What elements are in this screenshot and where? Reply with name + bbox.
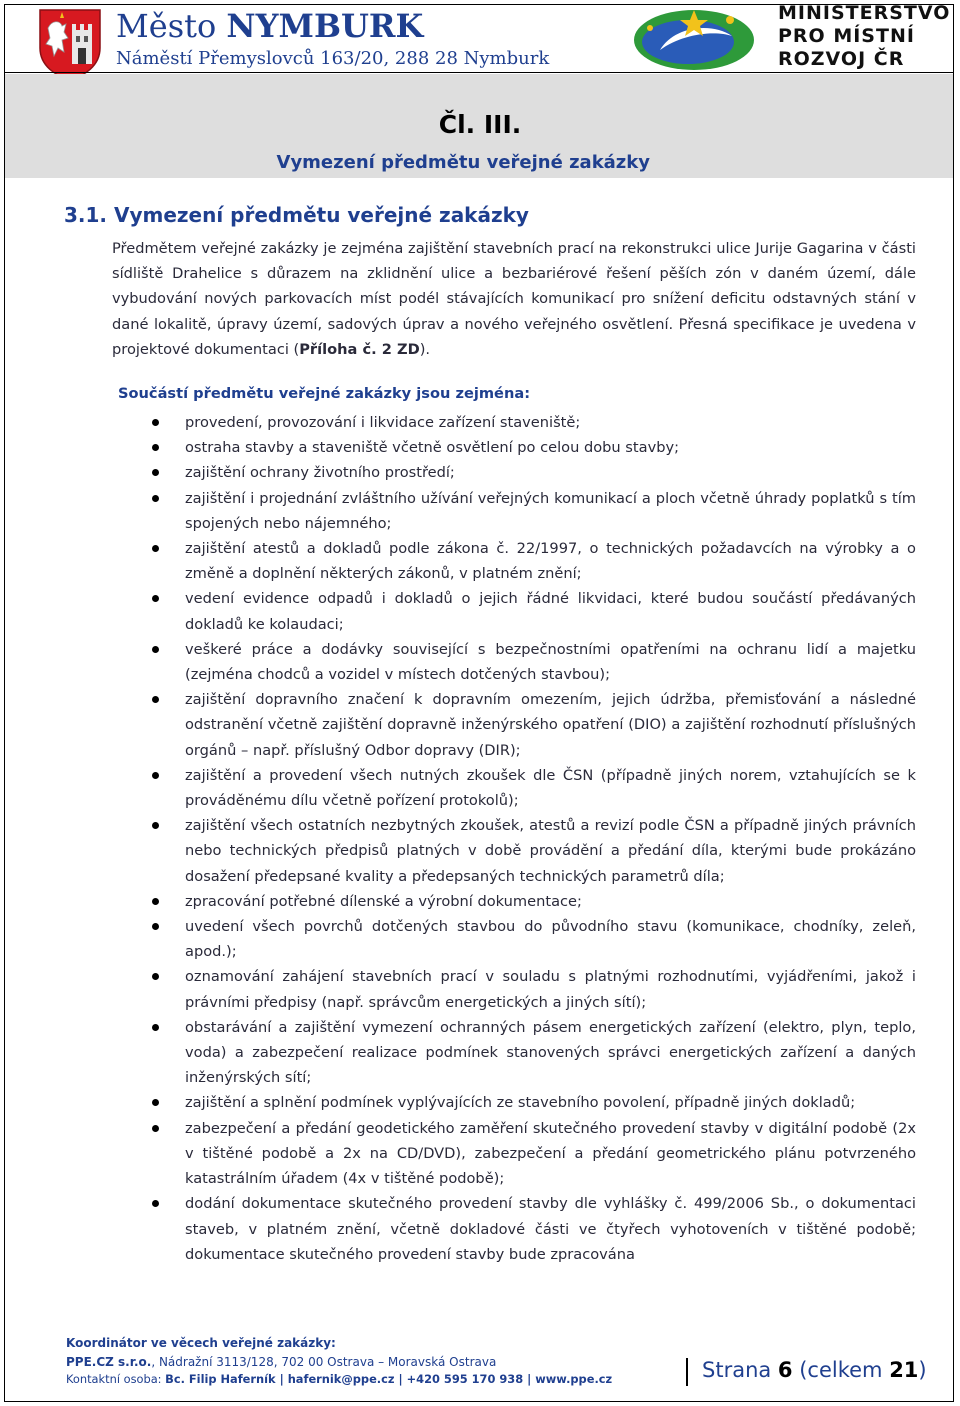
list-item: vedení evidence odpadů i dokladů o jejich řádné likvidaci, které budou součástí předávaných dokladů ke kolaudaci; xyxy=(112,586,916,636)
intro-text: Předmětem veřejné zakázky je zejména zajištění stavebních prací na rekonstrukci ulice Jurije Gagarina v části sídliště Drahelice s důrazem na zklidnění ulice a bezbariérové řešení pěších zón v daném území, dále vybudování nových parkovacích míst podél stávajících komunikací pro snížení deficitu odstavných stání v dané lokalitě, úpravy území, sadových úprav a nového veřejného osvětlení. Přesná specifikace je uvedena v projektové dokumentaci ( xyxy=(112,240,916,358)
list-item: zabezpečení a předání geodetického zaměření skutečného provedení stavby v digitální podobě (2x v tištěné podobě a 2x na CD/DVD), zabezpečení a předání geometrického plánu potvrzeného katastrálním úřadem (4x v tištěné podobě); xyxy=(112,1116,916,1192)
footer-company-address: , Nádražní 3113/128, 702 00 Ostrava – Moravská Ostrava xyxy=(151,1355,497,1369)
scope-list xyxy=(112,410,916,1267)
ministry-line-2: PRO MÍSTNÍ xyxy=(778,25,915,47)
list-item: oznamování zahájení stavebních prací v souladu s platnými rozhodnutími, vyjádřeními, jakož i právními předpisy (např. správcům energetických a jiných sítí); xyxy=(112,964,916,1014)
page-total: 21 xyxy=(889,1358,919,1382)
footer-coordinator-label: Koordinátor ve věcech veřejné zakázky: xyxy=(66,1336,336,1350)
footer-company xyxy=(66,1355,496,1369)
header-divider xyxy=(4,72,954,73)
list-item: zajištění atestů a dokladů podle zákona č. 22/1997, o technických požadavcích na výrobky a o změně a doplnění některých zákonů, v platném znění; xyxy=(112,536,916,586)
article-subtitle: Vymezení předmětu veřejné zakázky xyxy=(276,152,650,173)
list-item: veškeré práce a dodávky související s bezpečnostními opatřeními na ochranu lidí a majetku (zejména chodců a vozidel v místech dotčených stavbou); xyxy=(112,637,916,687)
list-item: ostraha stavby a staveniště včetně osvětlení po celou dobu stavby; xyxy=(112,435,916,460)
footer-contact xyxy=(66,1372,612,1386)
list-item: obstarávání a zajištění vymezení ochranných pásem energetických zařízení (elektro, plyn, teplo, voda) a zabezpečení realizace podmínek stanovených správci energetických zařízení a daných inženýrských sítí; xyxy=(112,1015,916,1091)
nymburk-coat-of-arms-icon xyxy=(38,8,102,82)
section-intro xyxy=(112,236,916,362)
parts-label: Součástí předmětu veřejné zakázky jsou zejména: xyxy=(118,385,531,402)
attachment-reference: Příloha č. 2 ZD xyxy=(299,340,420,358)
list-item: zajištění a provedení všech nutných zkoušek dle ČSN (případně jiných norem, vztahujících se k prováděnému dílu včetně pořízení protokolů); xyxy=(112,763,916,813)
list-item: zajištění ochrany životního prostředí; xyxy=(112,460,916,485)
ministry-line-1: MINISTERSTVO xyxy=(778,2,951,24)
ministry-wordmark xyxy=(778,2,950,71)
page-current: 6 xyxy=(777,1358,793,1382)
city-name: Město NYMBURK xyxy=(116,7,424,45)
page-number-divider xyxy=(686,1358,688,1386)
mmr-logo-icon xyxy=(630,6,760,72)
footer-contact-label: Kontaktní osoba: xyxy=(66,1372,166,1386)
list-item: zajištění a splnění podmínek vyplývajících ze stavebního povolení, případně jiných dokladů; xyxy=(112,1090,916,1115)
footer-contact-details: Bc. Filip Haferník | hafernik@ppe.cz | +420 595 170 938 | www.ppe.cz xyxy=(165,1372,613,1386)
list-item: provedení, provozování i likvidace zařízení staveniště; xyxy=(112,410,916,435)
list-item: dodání dokumentace skutečného provedení stavby dle vyhlášky č. 499/2006 Sb., o dokumentaci staveb, v platném znění, včetně dokladové části ve čtyřech vyhotoveních v tištěné podobě; dokumentace skutečného provedení stavby bude zpracována xyxy=(112,1191,916,1267)
page-number: Strana 6 (celkem 21) xyxy=(702,1358,927,1382)
list-item: zpracování potřebné dílenské a výrobní dokumentace; xyxy=(112,889,916,914)
city-address: Náměstí Přemyslovců 163/20, 288 28 Nymburk xyxy=(116,48,550,69)
section-heading: 3.1. Vymezení předmětu veřejné zakázky xyxy=(64,203,529,227)
list-item: zajištění dopravního značení k dopravním omezením, jejich údržba, přemisťování a následné odstranění včetně zajištění dopravně inženýrského opatření (DIO) a zajištění rozhodnutí příslušných orgánů – např. příslušný Odbor dopravy (DIR); xyxy=(112,687,916,763)
list-item: uvedení všech povrchů dotčených stavbou do původního stavu (komunikace, chodníky, zeleň, apod.); xyxy=(112,914,916,964)
list-item: zajištění všech ostatních nezbytných zkoušek, atestů a revizí podle ČSN a případně jiných právních nebo technických předpisů platných v době provádění a předání díla, kterými bude prokázáno dosažení předepsané kvality a předepsaných technických parametrů díla; xyxy=(112,813,916,889)
footer-company-name: PPE.CZ s.r.o. xyxy=(66,1355,152,1369)
ministry-line-3: ROZVOJ ČR xyxy=(778,48,905,70)
article-number: Čl. III. xyxy=(438,110,522,139)
list-item: zajištění i projednání zvláštního užívání veřejných komunikací a ploch včetně úhrady poplatků s tím spojených nebo nájemného; xyxy=(112,486,916,536)
intro-end: ). xyxy=(419,340,431,358)
